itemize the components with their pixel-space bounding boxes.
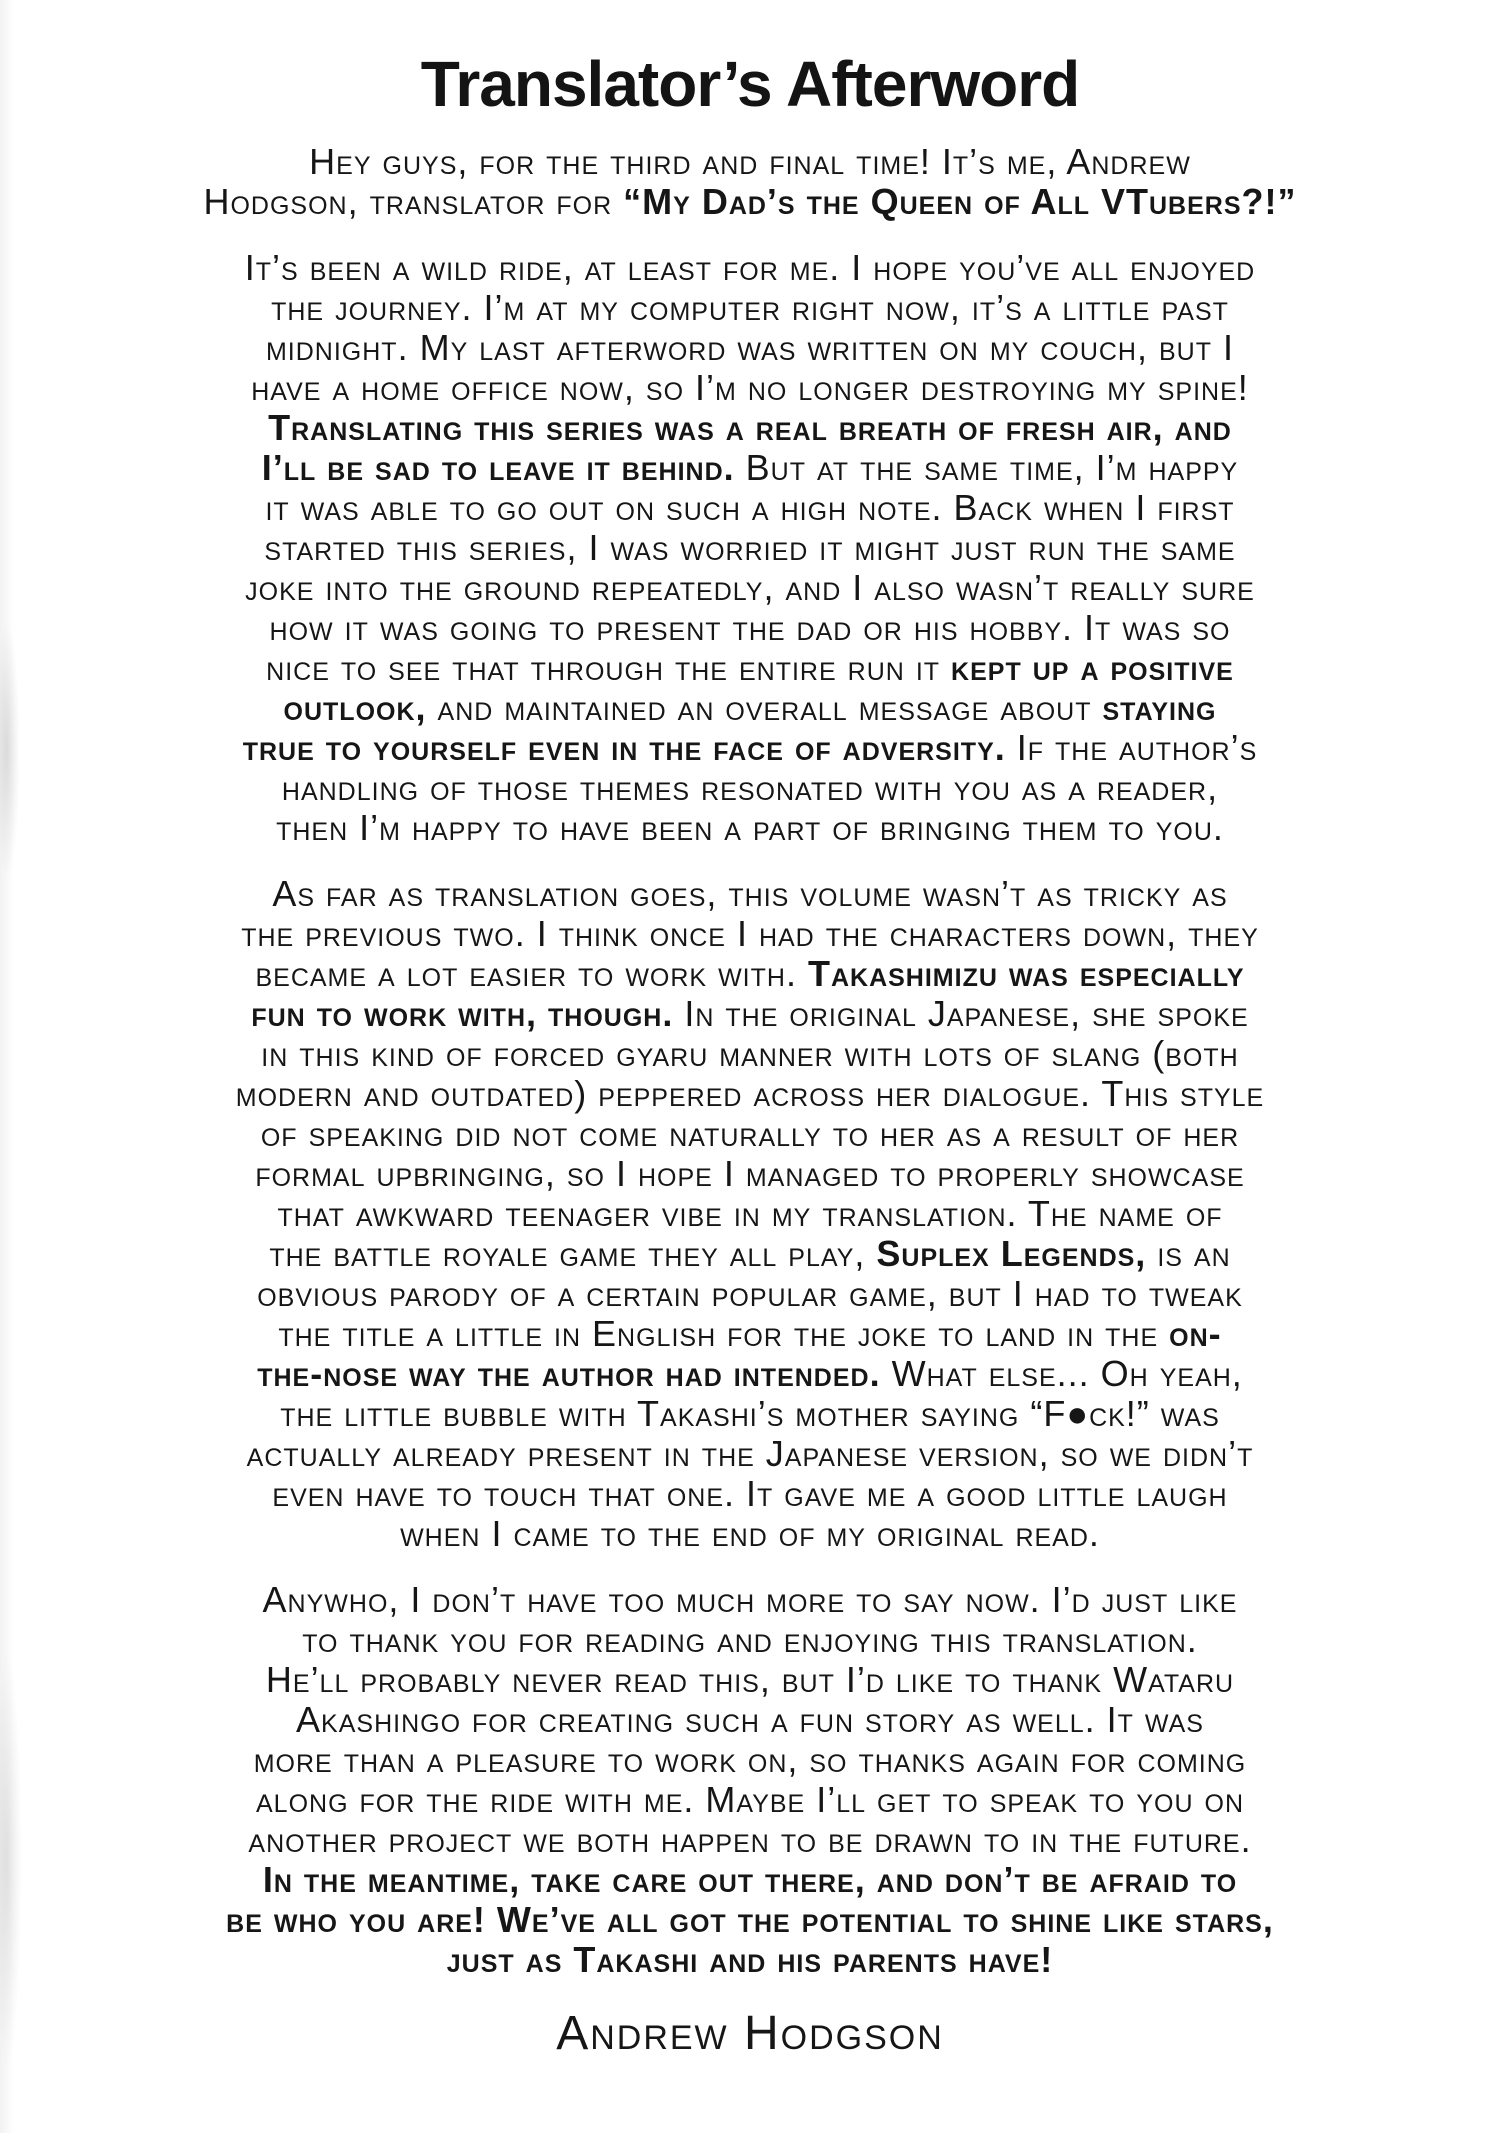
bold-text-segment: kept up a positive [951, 647, 1234, 688]
text-line [70, 648, 1430, 688]
text-line [70, 1740, 1430, 1780]
text-line [70, 288, 1430, 328]
text-segment: What else... Oh yeah, [880, 1353, 1243, 1394]
text-line [70, 768, 1430, 808]
text-segment: of speaking did not come naturally to her as a result of her [260, 1113, 1240, 1154]
text-line [70, 448, 1430, 488]
scan-artifact-left-edge [0, 0, 14, 2133]
text-segment: the journey. I’m at my computer right now, it’s a little past [271, 287, 1229, 328]
bold-text-segment: staying [1102, 687, 1217, 728]
paragraph [70, 1580, 1430, 1980]
text-segment: But at the same time, I’m happy [734, 447, 1239, 488]
afterword-body [70, 142, 1430, 1980]
text-segment: In the original Japanese, she spoke [673, 993, 1249, 1034]
text-segment: along for the ride with me. Maybe I’ll get to speak to you on [255, 1779, 1245, 1820]
text-line [70, 408, 1430, 448]
text-line [70, 1900, 1430, 1940]
text-line [70, 1034, 1430, 1074]
text-segment: then I’m happy to have been a part of bringing them to you. [276, 807, 1224, 848]
text-segment: obvious parody of a certain popular game, but I had to tweak [257, 1273, 1243, 1314]
bold-text-segment: on- [1169, 1313, 1222, 1354]
text-segment: how it was going to present the dad or his hobby. It was so [269, 607, 1231, 648]
text-segment: it was able to go out on such a high note. Back when I first [265, 487, 1235, 528]
text-line [70, 1940, 1430, 1980]
text-segment: the previous two. I think once I had the characters down, they [241, 913, 1259, 954]
text-line [70, 1820, 1430, 1860]
text-line [70, 1274, 1430, 1314]
text-line [70, 1700, 1430, 1740]
text-line [70, 954, 1430, 994]
text-line [70, 1860, 1430, 1900]
text-segment: became a lot easier to work with. [255, 953, 808, 994]
text-line [70, 808, 1430, 848]
paragraph [70, 874, 1430, 1554]
text-segment: the battle royale game they all play, [269, 1233, 877, 1274]
text-segment: Akashingo for creating such a fun story as well. It was [296, 1699, 1204, 1740]
text-line [70, 1154, 1430, 1194]
text-segment: that awkward teenager vibe in my translation. The name of [277, 1193, 1223, 1234]
text-line [70, 1354, 1430, 1394]
text-segment: have a home office now, so I’m no longer destroying my spine! [251, 367, 1249, 408]
text-line [70, 1234, 1430, 1274]
text-segment: another project we both happen to be drawn to in the future. [248, 1819, 1252, 1860]
text-line [70, 688, 1430, 728]
text-segment: the title a little in English for the joke to land in the [278, 1313, 1170, 1354]
text-line [70, 248, 1430, 288]
bold-text-segment: Takashimizu was especially [807, 953, 1245, 994]
bold-text-segment: outlook, [283, 687, 427, 728]
text-line [70, 1474, 1430, 1514]
text-segment: started this series, I was worried it might just run the same [264, 527, 1236, 568]
text-segment: Anywho, I don’t have too much more to say now. I’d just like [262, 1579, 1238, 1620]
text-segment: modern and outdated) peppered across her dialogue. This style [235, 1073, 1265, 1114]
bold-text-segment: fun to work with, though. [251, 993, 674, 1034]
paragraph [70, 142, 1430, 222]
text-line [70, 1394, 1430, 1434]
text-segment: actually already present in the Japanese version, so we didn’t [246, 1433, 1254, 1474]
text-segment: midnight. My last afterword was written on my couch, but I [265, 327, 1234, 368]
text-segment: joke into the ground repeatedly, and I also wasn’t really sure [245, 567, 1255, 608]
text-line [70, 328, 1430, 368]
text-line [70, 182, 1430, 222]
text-segment: the little bubble with Takashi’s mother saying “F●ck!” was [280, 1393, 1220, 1434]
text-line [70, 568, 1430, 608]
text-segment: formal upbringing, so I hope I managed to properly showcase [255, 1153, 1245, 1194]
text-line [70, 728, 1430, 768]
text-line [70, 1620, 1430, 1660]
text-line [70, 528, 1430, 568]
bold-text-segment: be who you are! We’ve all got the potential to shine like stars, [226, 1899, 1274, 1940]
text-line [70, 994, 1430, 1034]
text-line [70, 1780, 1430, 1820]
text-line [70, 368, 1430, 408]
text-line [70, 1314, 1430, 1354]
paragraph [70, 248, 1430, 848]
scan-artifact-smudge [0, 620, 20, 880]
bold-text-segment: In the meantime, take care out there, and don’t be afraid to [262, 1859, 1238, 1900]
text-line [70, 1660, 1430, 1700]
text-segment: more than a pleasure to work on, so thanks again for coming [253, 1739, 1247, 1780]
text-segment: in this kind of forced gyaru manner with lots of slang (both [261, 1033, 1239, 1074]
text-line [70, 914, 1430, 954]
bold-text-segment: “My Dad’s the Queen of All VTubers?!” [623, 181, 1297, 222]
text-line [70, 1580, 1430, 1620]
bold-text-segment: Suplex Legends, [876, 1233, 1147, 1274]
text-segment: even have to touch that one. It gave me a good little laugh [272, 1473, 1228, 1514]
text-line [70, 1194, 1430, 1234]
text-line [70, 1514, 1430, 1554]
text-line [70, 488, 1430, 528]
page-title: Translator’s Afterword [420, 48, 1080, 120]
text-segment: to thank you for reading and enjoying this translation. [302, 1619, 1198, 1660]
text-line [70, 1074, 1430, 1114]
text-segment: is an [1146, 1233, 1231, 1274]
text-segment: He’ll probably never read this, but I’d like to thank Wataru [265, 1659, 1235, 1700]
text-segment: nice to see that through the entire run it [266, 647, 952, 688]
text-line [70, 874, 1430, 914]
text-segment: If the author’s [1005, 727, 1258, 768]
bold-text-segment: I’ll be sad to leave it behind. [261, 447, 735, 488]
bold-text-segment: Translating this series was a real breath of fresh air, and [268, 407, 1232, 448]
text-segment: handling of those themes resonated with you as a reader, [281, 767, 1219, 808]
bold-text-segment: true to yourself even in the face of adversity. [242, 727, 1006, 768]
text-segment: when I came to the end of my original read. [400, 1513, 1100, 1554]
bold-text-segment: just as Takashi and his parents have! [446, 1939, 1054, 1980]
text-line [70, 142, 1430, 182]
text-segment: It’s been a wild ride, at least for me. I hope you’ve all enjoyed [244, 247, 1256, 288]
text-line [70, 1434, 1430, 1474]
text-segment: and maintained an overall message about [426, 687, 1103, 728]
signature: Andrew Hodgson [556, 2007, 944, 2060]
text-line [70, 608, 1430, 648]
text-line [70, 1114, 1430, 1154]
text-segment: Hodgson, translator for [203, 181, 624, 222]
bold-text-segment: the-nose way the author had intended. [257, 1353, 881, 1394]
text-segment: Hey guys, for the third and final time! It’s me, Andrew [309, 141, 1191, 182]
text-segment: As far as translation goes, this volume wasn’t as tricky as [272, 873, 1228, 914]
